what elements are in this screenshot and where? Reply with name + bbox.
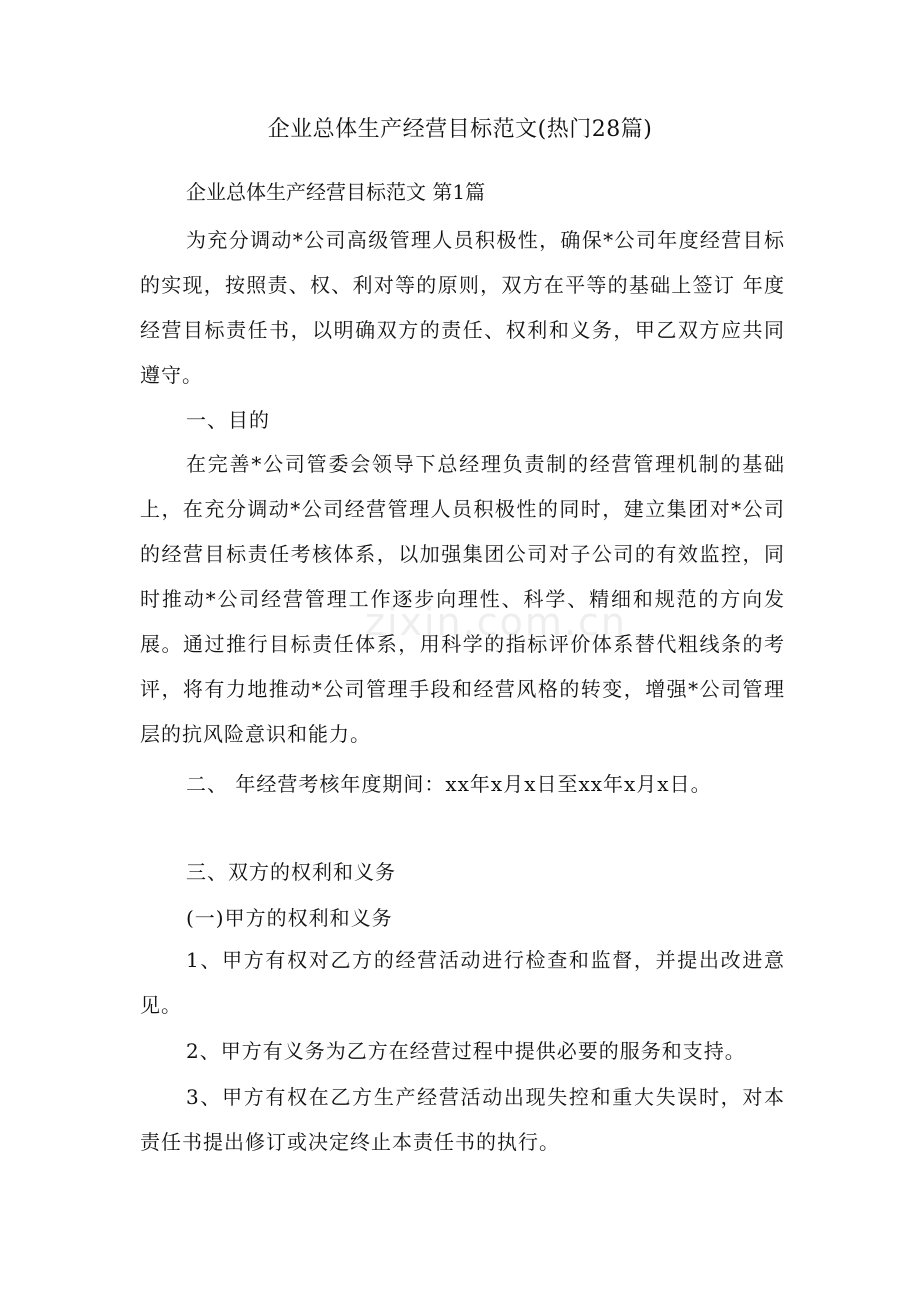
section-3-heading: 三、双方的权利和义务 <box>186 860 396 884</box>
list-item-1: 1、甲方有权对乙方的经营活动进行检查和监督，并提出改进意见。 <box>140 948 785 1017</box>
section-1-heading: 一、目的 <box>186 408 270 432</box>
section-heading: 企业总体生产经营目标范文 第1篇 <box>186 180 486 204</box>
watermark: zixin.com.cn <box>365 600 627 644</box>
list-item-3: 3、甲方有权在乙方生产经营活动出现失控和重大失误时，对本责任书提出修订或决定终止本责任书的执行。 <box>140 1085 785 1154</box>
section-2-paragraph: 二、 年经营考核年度期间：xx年x月x日至xx年x月x日。 <box>186 772 712 796</box>
section-3-subheading: (一)甲方的权利和义务 <box>186 906 393 930</box>
list-item-2: 2、甲方有义务为乙方在经营过程中提供必要的服务和支持。 <box>186 1039 746 1063</box>
intro-paragraph: 为充分调动*公司高级管理人员积极性，确保*公司年度经营目标的实现，按照责、权、利对等的原则，双方在平等的基础上签订 年度经营目标责任书，以明确双方的责任、权利和义务，甲乙双方应共同遵守。 <box>140 228 785 387</box>
document-title: 企业总体生产经营目标范文(热门28篇) <box>267 117 653 142</box>
section-1-paragraph: 在完善*公司管委会领导下总经理负责制的经营管理机制的基础上，在充分调动*公司经营管理人员积极性的同时，建立集团对*公司的经营目标责任考核体系，以加强集团公司对子公司的有效监控，同时推动*公司经营管理工作逐步向理性、科学、精细和规范的方向发展。通过推行目标责任体系，用科学的指标评价体系替代粗线条的考评，将有力地推动*公司管理手段和经营风格的转变，增强*公司管理层的抗风险意识和能力。 <box>140 452 785 746</box>
